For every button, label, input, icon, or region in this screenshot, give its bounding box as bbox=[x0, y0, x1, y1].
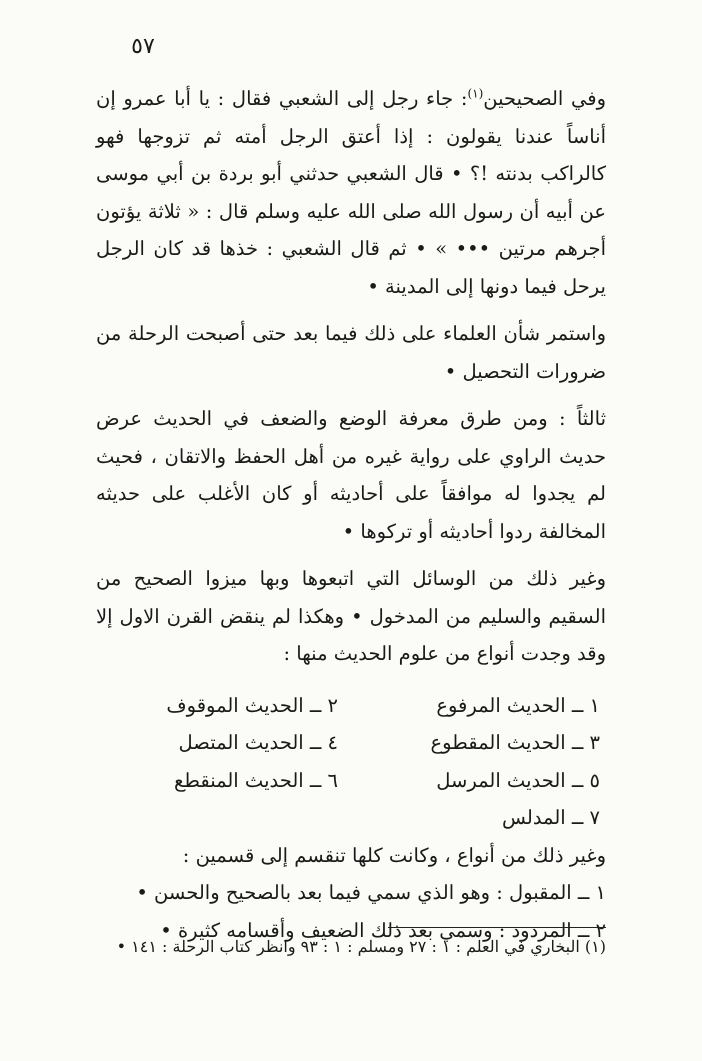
hadith-types-list bbox=[96, 687, 600, 837]
footnote: (١) البخاري في العلم : ١ : ٢٧ ومسلم : ١ : ٩٣ وانظر كتاب الرحلة : ١٤١ • bbox=[116, 937, 606, 956]
list-item: ٣ ــ الحديث المقطوع bbox=[430, 731, 600, 754]
paragraph-rihla-necessity: واستمر شأن العلماء على ذلك فيما بعد حتى أصبحت الرحلة من ضرورات التحصيل • bbox=[96, 322, 606, 383]
list-item: ٧ ــ المدلس bbox=[502, 806, 600, 829]
list-item: ٦ ــ الحديث المنقطع bbox=[173, 768, 338, 792]
footnote-reference: (١) bbox=[467, 86, 484, 101]
paragraph-text: : جاء رجل إلى الشعبي فقال : يا أبا عمرو إن أناساً عندنا يقولون : إذا أعتق الرجل أمته ثم تزوجها فهو كالراكب بدنته !؟ • قال الشعبي حدثني أبو بردة بن أبي موسى عن أبيه أن رسول الله صلى الله عليه وسلم قال : « ثلاثة يؤتون أجرهم مرتين ••• » • ثم قال الشعبي : خذها قد كان الرجل يرحل فيما دونها إلى المدينة • bbox=[96, 87, 606, 298]
paragraph-rihla-hadith bbox=[96, 80, 606, 305]
page-number: ٥٧ bbox=[131, 34, 155, 59]
paragraph-two-categories: وغير ذلك من أنواع ، وكانت كلها تنقسم إلى قسمين : bbox=[182, 843, 606, 867]
paragraph-third-method: ثالثاً : ومن طرق معرفة الوضع والضعف في الحديث عرض حديث الراوي على رواية غيره من أهل الحفظ والاتقان ، فحيث لم يجدوا له موافقاً على أحاديثه أو كان الأغلب على حديثه المخالفة ردوا أحاديثه أو تركوها • bbox=[96, 407, 607, 543]
footnote-divider bbox=[388, 927, 606, 928]
list-item: ٥ ــ الحديث المرسل bbox=[436, 768, 600, 792]
paragraph-other-means: وغير ذلك من الوسائل التي اتبعوها وبها ميزوا الصحيح من السقيم والسليم من المدخول • وهكذا لم ينقض القرن الاول إلا وقد وجدت أنواع من علوم الحديث منها : bbox=[96, 567, 606, 665]
category-item-mardud: ٢ ــ المردود : وسمي بعد ذلك الضعيف وأقسامه كثيرة • bbox=[160, 918, 606, 942]
body-text bbox=[96, 80, 606, 949]
list-item: ١ ــ الحديث المرفوع bbox=[436, 693, 600, 717]
list-item: ٢ ــ الحديث الموقوف bbox=[166, 693, 338, 717]
category-item-maqbul: ١ ــ المقبول : وهو الذي سمي فيما بعد بالصحيح والحسن • bbox=[136, 881, 606, 904]
list-item: ٤ ــ الحديث المتصل bbox=[178, 731, 338, 754]
paragraph-text: وفي الصحيحين bbox=[483, 87, 607, 110]
